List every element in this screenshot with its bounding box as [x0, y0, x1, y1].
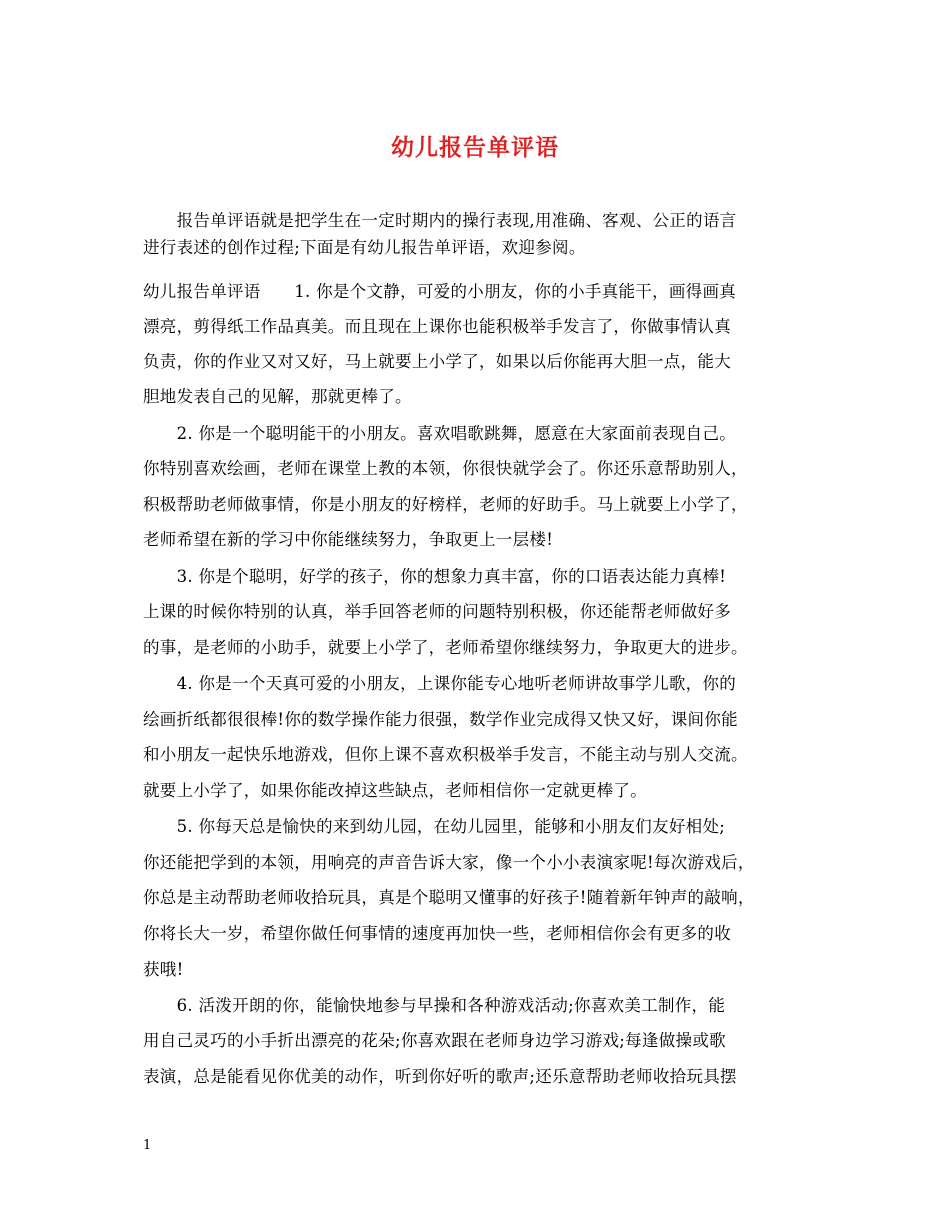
- body-line: 绘画折纸都很很棒!你的数学操作能力很强，数学作业完成得又快又好，课间你能: [143, 710, 738, 729]
- body-line: 老师希望在新的学习中你能继续努力，争取更上一层楼!: [143, 530, 554, 549]
- body-line: 漂亮，剪得纸工作品真美。而且现在上课你也能积极举手发言了，你做事情认真: [143, 317, 731, 336]
- body-line: 5. 你每天总是愉快的来到幼儿园，在幼儿园里，能够和小朋友们友好相处;: [143, 817, 726, 836]
- body-line: 你将长大一岁，希望你做任何事情的速度再加快一些，老师相信你会有更多的收: [143, 924, 731, 943]
- body-line: 6. 活泼开朗的你，能愉快地参与早操和各种游戏活动;你喜欢美工制作，能: [143, 996, 726, 1015]
- body-line: 你总是主动帮助老师收拾玩具，真是个聪明又懂事的好孩子!随着新年钟声的敲响，: [143, 888, 755, 907]
- body-line: 胆地发表自己的见解，那就更棒了。: [143, 387, 412, 406]
- body-line: 获哦!: [143, 960, 184, 979]
- body-line: 用自己灵巧的小手折出漂亮的花朵;你喜欢跟在老师身边学习游戏;每逢做操或歌: [143, 1031, 726, 1050]
- body-line: 就要上小学了，如果你能改掉这些缺点，老师相信你一定就更棒了。: [143, 781, 647, 800]
- body-line: 的事，是老师的小助手，就要上小学了，老师希望你继续努力，争取更大的进步。: [143, 638, 748, 657]
- body-line: 2. 你是一个聪明能干的小朋友。喜欢唱歌跳舞，愿意在大家面前表现自己。: [143, 424, 737, 443]
- body-line: 积极帮助老师做事情，你是小朋友的好榜样，老师的好助手。马上就要上小学了，: [143, 495, 748, 514]
- body-line: 和小朋友一起快乐地游戏，但你上课不喜欢积极举手发言，不能主动与别人交流。: [143, 745, 748, 764]
- page-number: 1: [143, 1138, 152, 1153]
- body-line: 你还能把学到的本领，用响亮的声音告诉大家，像一个小小表演家呢!每次游戏后，: [143, 853, 755, 872]
- page-title: 幼儿报告单评语: [391, 134, 559, 161]
- body-line: 3. 你是个聪明，好学的孩子，你的想象力真丰富，你的口语表达能力真棒!: [143, 567, 727, 586]
- body-line: 表演，总是能看见你优美的动作，听到你好听的歌声;还乐意帮助老师收拾玩具摆: [143, 1067, 737, 1086]
- body-line: 4. 你是一个天真可爱的小朋友，上课你能专心地听老师讲故事学儿歌，你的: [143, 674, 737, 693]
- body-line: 上课的时候你特别的认真，举手回答老师的问题特别积极，你还能帮老师做好多: [143, 602, 731, 621]
- body-line: 负责，你的作业又对又好，马上就要上小学了，如果以后你能再大胆一点，能大: [143, 352, 731, 371]
- body-line: 幼儿报告单评语 1. 你是个文静，可爱的小朋友，你的小手真能干，画得画真: [143, 282, 737, 301]
- body-line: 你特别喜欢绘画，老师在课堂上教的本领，你很快就学会了。你还乐意帮助别人，: [143, 459, 748, 478]
- body-line: 进行表述的创作过程;下面是有幼儿报告单评语，欢迎参阅。: [143, 238, 586, 257]
- body-line: 报告单评语就是把学生在一定时期内的操行表现,用准确、客观、公正的语言: [143, 211, 737, 230]
